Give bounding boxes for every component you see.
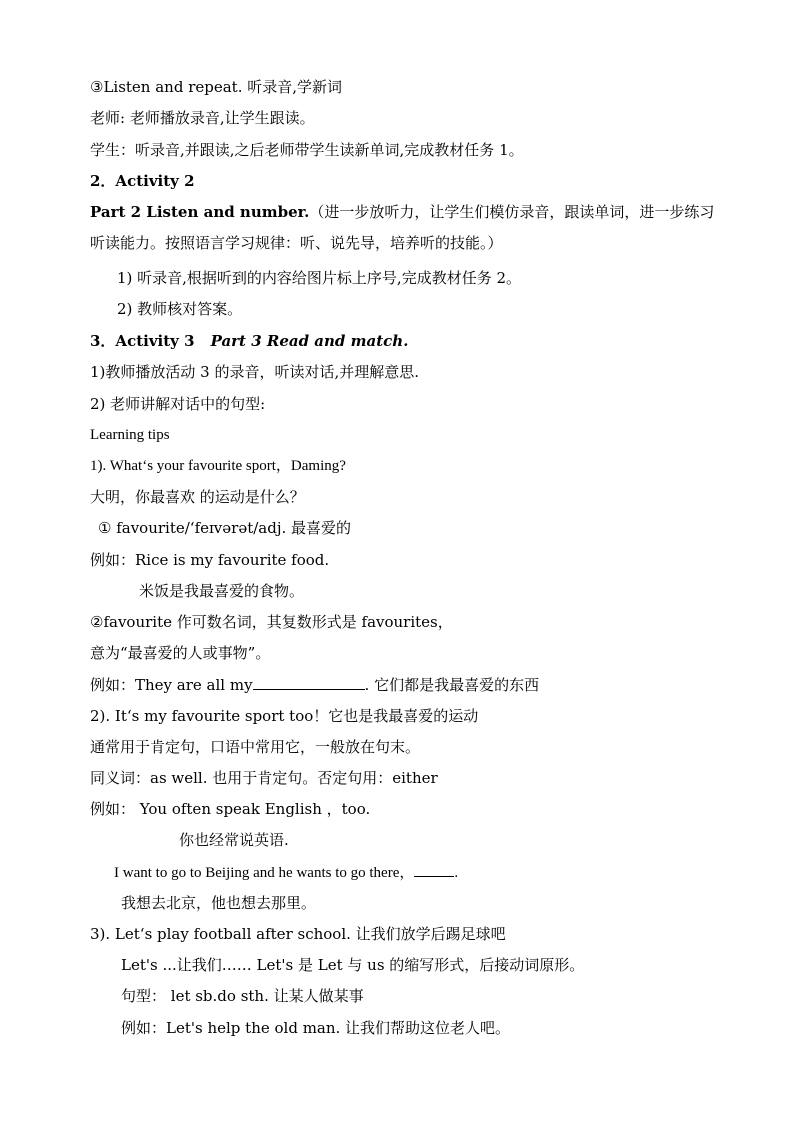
heading-activity-3 <box>90 331 408 351</box>
fill-blank-prefix: 例如：They are all my <box>90 676 253 694</box>
tip-3-lets-usage: Let's ...让我们…… Let's 是 Let 与 us 的缩写形式，后接动词原形。 <box>121 956 585 974</box>
part3-title: Part 3 Read and match. <box>210 332 409 350</box>
fill-blank-suffix: . 它们都是我最喜爱的东西 <box>364 676 540 694</box>
tip-3-sentence: 3). Let‘s play football after school. 让我们放学后踢足球吧 <box>90 925 506 943</box>
tip-1-example: 例如：Rice is my favourite food. <box>90 551 330 569</box>
fill-blank-2-suffix: . <box>454 865 459 881</box>
heading-activity-2: 2．Activity 2 <box>90 172 195 190</box>
tip-1-sentence: 1). What‘s your favourite sport，Daming? <box>90 458 346 474</box>
line-part2-cont: 听读能力。按照语言学习规律：听、说先导，培养听的技能。） <box>90 234 503 252</box>
tip-2-fill-blank <box>114 862 458 883</box>
line-listen-repeat: ③Listen and repeat. 听录音,学新词 <box>90 78 343 96</box>
tip-2-synonym: 同义词：as well. 也用于肯定句。否定句用：either <box>90 769 438 787</box>
answer-blank[interactable] <box>253 675 365 690</box>
list-item-1: 1) 听录音,根据听到的内容给图片标上序号,完成教材任务 2。 <box>117 269 522 287</box>
part2-title: Part 2 Listen and number. <box>90 203 310 221</box>
list-item-2: 2) 教师核对答案。 <box>117 300 243 318</box>
tip-3-pattern: 句型： let sb.do sth. 让某人做某事 <box>121 987 364 1005</box>
line-student: 学生：听录音,并跟读,之后老师带学生读新单词,完成教材任务 1。 <box>90 141 524 159</box>
tip-2-usage: 通常用于肯定句，口语中常用它，一般放在句末。 <box>90 738 421 756</box>
tip-1-fill-blank <box>90 675 539 695</box>
tip-2-example: 例如： You often speak English ，too. <box>90 800 371 818</box>
line-part2 <box>90 202 714 222</box>
learning-tips-label: Learning tips <box>90 427 170 443</box>
tip-1-word-favourite: ① favourite/‘feɪvərət/adj. 最喜爱的 <box>98 519 352 537</box>
tip-1-noun-meaning: 意为“最喜爱的人或事物”。 <box>90 644 271 662</box>
line-teacher: 老师: 老师播放录音,让学生跟读。 <box>90 109 315 127</box>
tip-1-translation: 大明，你最喜欢 的运动是什么？ <box>90 488 305 506</box>
activity-3-label: 3．Activity 3 <box>90 332 195 350</box>
tip-2-example-translation: 你也经常说英语. <box>179 831 289 849</box>
tip-1-noun-usage: ②favourite 作可数名词，其复数形式是 favourites， <box>90 613 453 631</box>
tip-2-fill-translation: 我想去北京，他也想去那里。 <box>121 894 317 912</box>
part2-note: （进一步放听力，让学生们模仿录音，跟读单词，进一步练习 <box>309 203 715 221</box>
fill-blank-2-prefix: I want to go to Beijing and he wants to go there， <box>114 865 415 881</box>
line-play-recording: 1)教师播放活动 3 的录音，听读对话,并理解意思. <box>90 363 420 381</box>
line-explain-patterns: 2) 老师讲解对话中的句型: <box>90 395 266 413</box>
tip-3-example: 例如：Let's help the old man. 让我们帮助这位老人吧。 <box>121 1019 511 1037</box>
answer-blank-2[interactable] <box>414 862 454 877</box>
tip-1-example-translation: 米饭是我最喜爱的食物。 <box>139 582 305 600</box>
tip-2-sentence: 2). It‘s my favourite sport too！它也是我最喜爱的运动 <box>90 707 479 725</box>
